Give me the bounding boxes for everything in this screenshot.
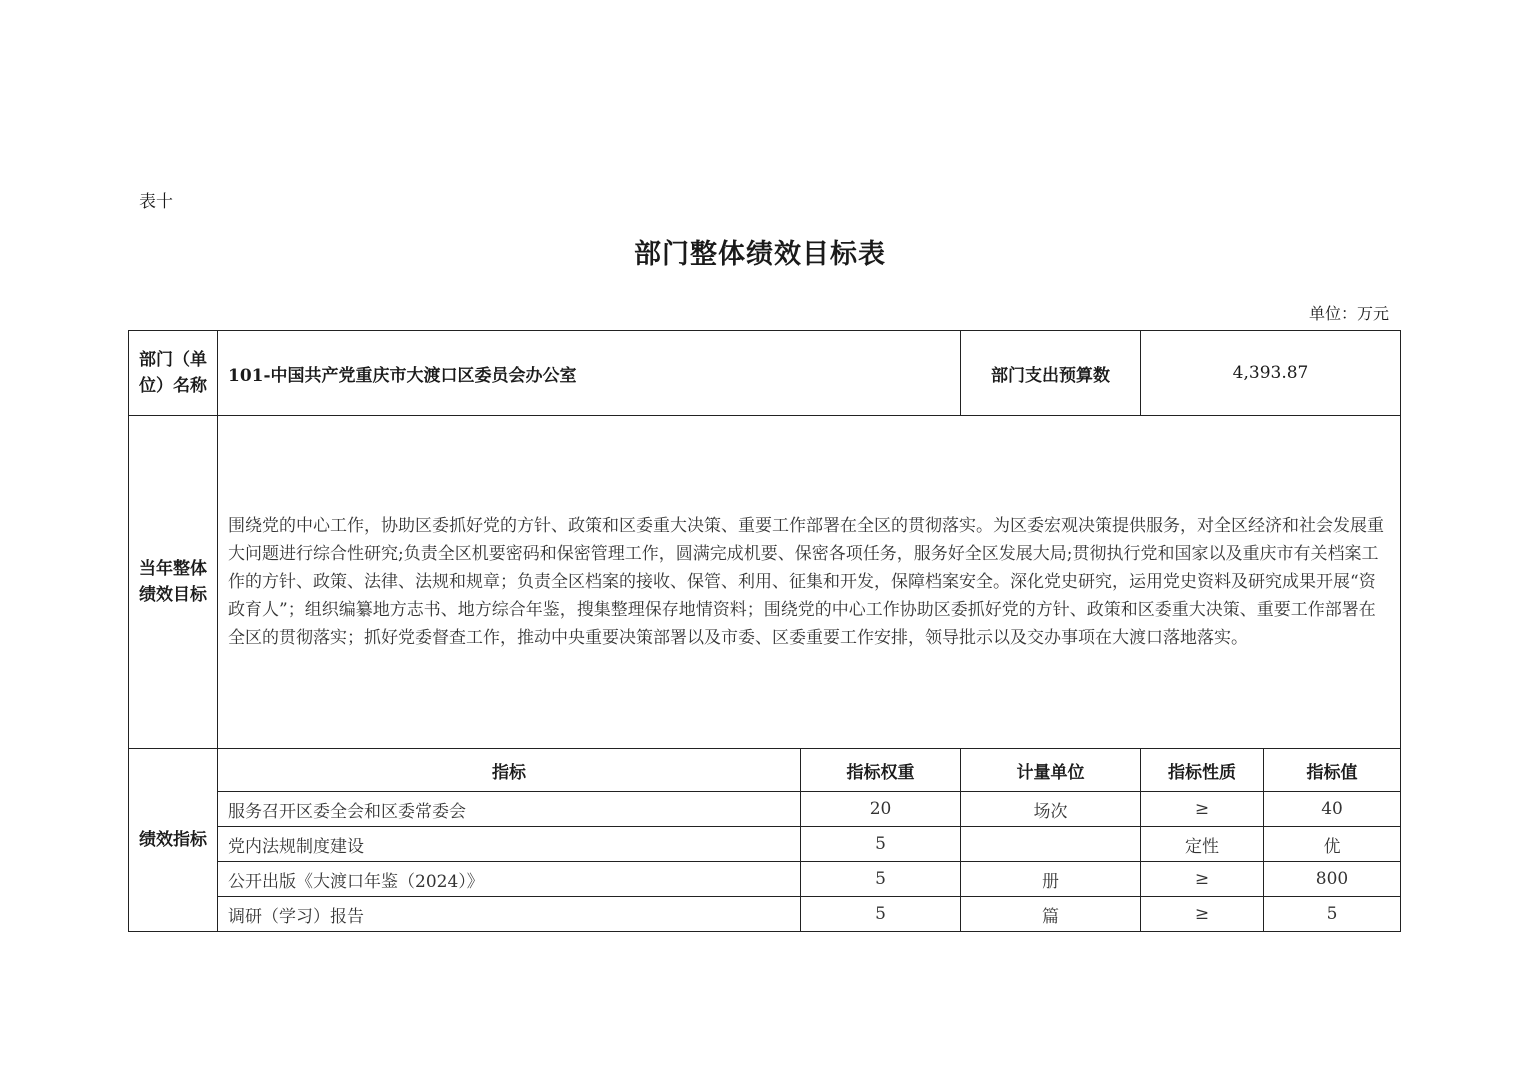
indicator-name: 调研（学习）报告 <box>218 897 801 932</box>
dept-name: 101-中国共产党重庆市大渡口区委员会办公室 <box>218 331 961 416</box>
budget-value: 4,393.87 <box>1141 331 1401 416</box>
unit-label: 单位：万元 <box>1308 304 1389 323</box>
indicator-value: 40 <box>1264 792 1401 827</box>
indicator-header-row <box>129 749 1401 792</box>
indicator-unit: 场次 <box>961 792 1141 827</box>
table-row <box>129 827 1401 862</box>
indicator-name: 党内法规制度建设 <box>218 827 801 862</box>
dept-label: 部门（单位）名称 <box>129 331 218 416</box>
col-indicator: 指标 <box>218 749 801 792</box>
col-weight: 指标权重 <box>801 749 961 792</box>
indicator-weight: 5 <box>801 862 961 897</box>
indicator-unit <box>961 827 1141 862</box>
col-nature: 指标性质 <box>1141 749 1264 792</box>
budget-label: 部门支出预算数 <box>961 331 1141 416</box>
indicator-name: 服务召开区委全会和区委常委会 <box>218 792 801 827</box>
indicator-nature: ≥ <box>1141 792 1264 827</box>
goal-text: 围绕党的中心工作，协助区委抓好党的方针、政策和区委重大决策、重要工作部署在全区的贯彻落实。为区委宏观决策提供服务，对全区经济和社会发展重大问题进行综合性研究;负责全区机要密码和保密管理工作，圆满完成机要、保密各项任务，服务好全区发展大局;贯彻执行党和国家以及重庆市有关档案工作的方针、政策、法律、法规和规章；负责全区档案的接收、保管、利用、征集和开发，保障档案安全。深化党史研究，运用党史资料及研究成果开展“资政育人”；组织编纂地方志书、地方综合年鉴，搜集整理保存地情资料；围绕党的中心工作协助区委抓好党的方针、政策和区委重大决策、重要工作部署在全区的贯彻落实；抓好党委督查工作，推动中央重要决策部署以及市委、区委重要工作安排，领导批示以及交办事项在大渡口落地落实。 <box>218 416 1401 749</box>
indicator-nature: 定性 <box>1141 827 1264 862</box>
indicators-label: 绩效指标 <box>129 749 218 932</box>
col-unit: 计量单位 <box>961 749 1141 792</box>
indicator-nature: ≥ <box>1141 897 1264 932</box>
indicator-value: 5 <box>1264 897 1401 932</box>
goal-row <box>129 416 1401 749</box>
dept-row <box>129 331 1401 416</box>
table-number: 表十 <box>139 192 173 212</box>
indicator-unit: 册 <box>961 862 1141 897</box>
indicator-value: 800 <box>1264 862 1401 897</box>
indicator-value: 优 <box>1264 827 1401 862</box>
table-row <box>129 897 1401 932</box>
table-row <box>129 862 1401 897</box>
indicator-name: 公开出版《大渡口年鉴（2024）》 <box>218 862 801 897</box>
indicator-weight: 5 <box>801 897 961 932</box>
performance-table <box>128 330 1401 932</box>
goal-label: 当年整体绩效目标 <box>129 416 218 749</box>
page-title: 部门整体绩效目标表 <box>634 239 886 270</box>
indicator-nature: ≥ <box>1141 862 1264 897</box>
table-row <box>129 792 1401 827</box>
col-value: 指标值 <box>1264 749 1401 792</box>
indicator-weight: 5 <box>801 827 961 862</box>
indicator-weight: 20 <box>801 792 961 827</box>
indicator-unit: 篇 <box>961 897 1141 932</box>
